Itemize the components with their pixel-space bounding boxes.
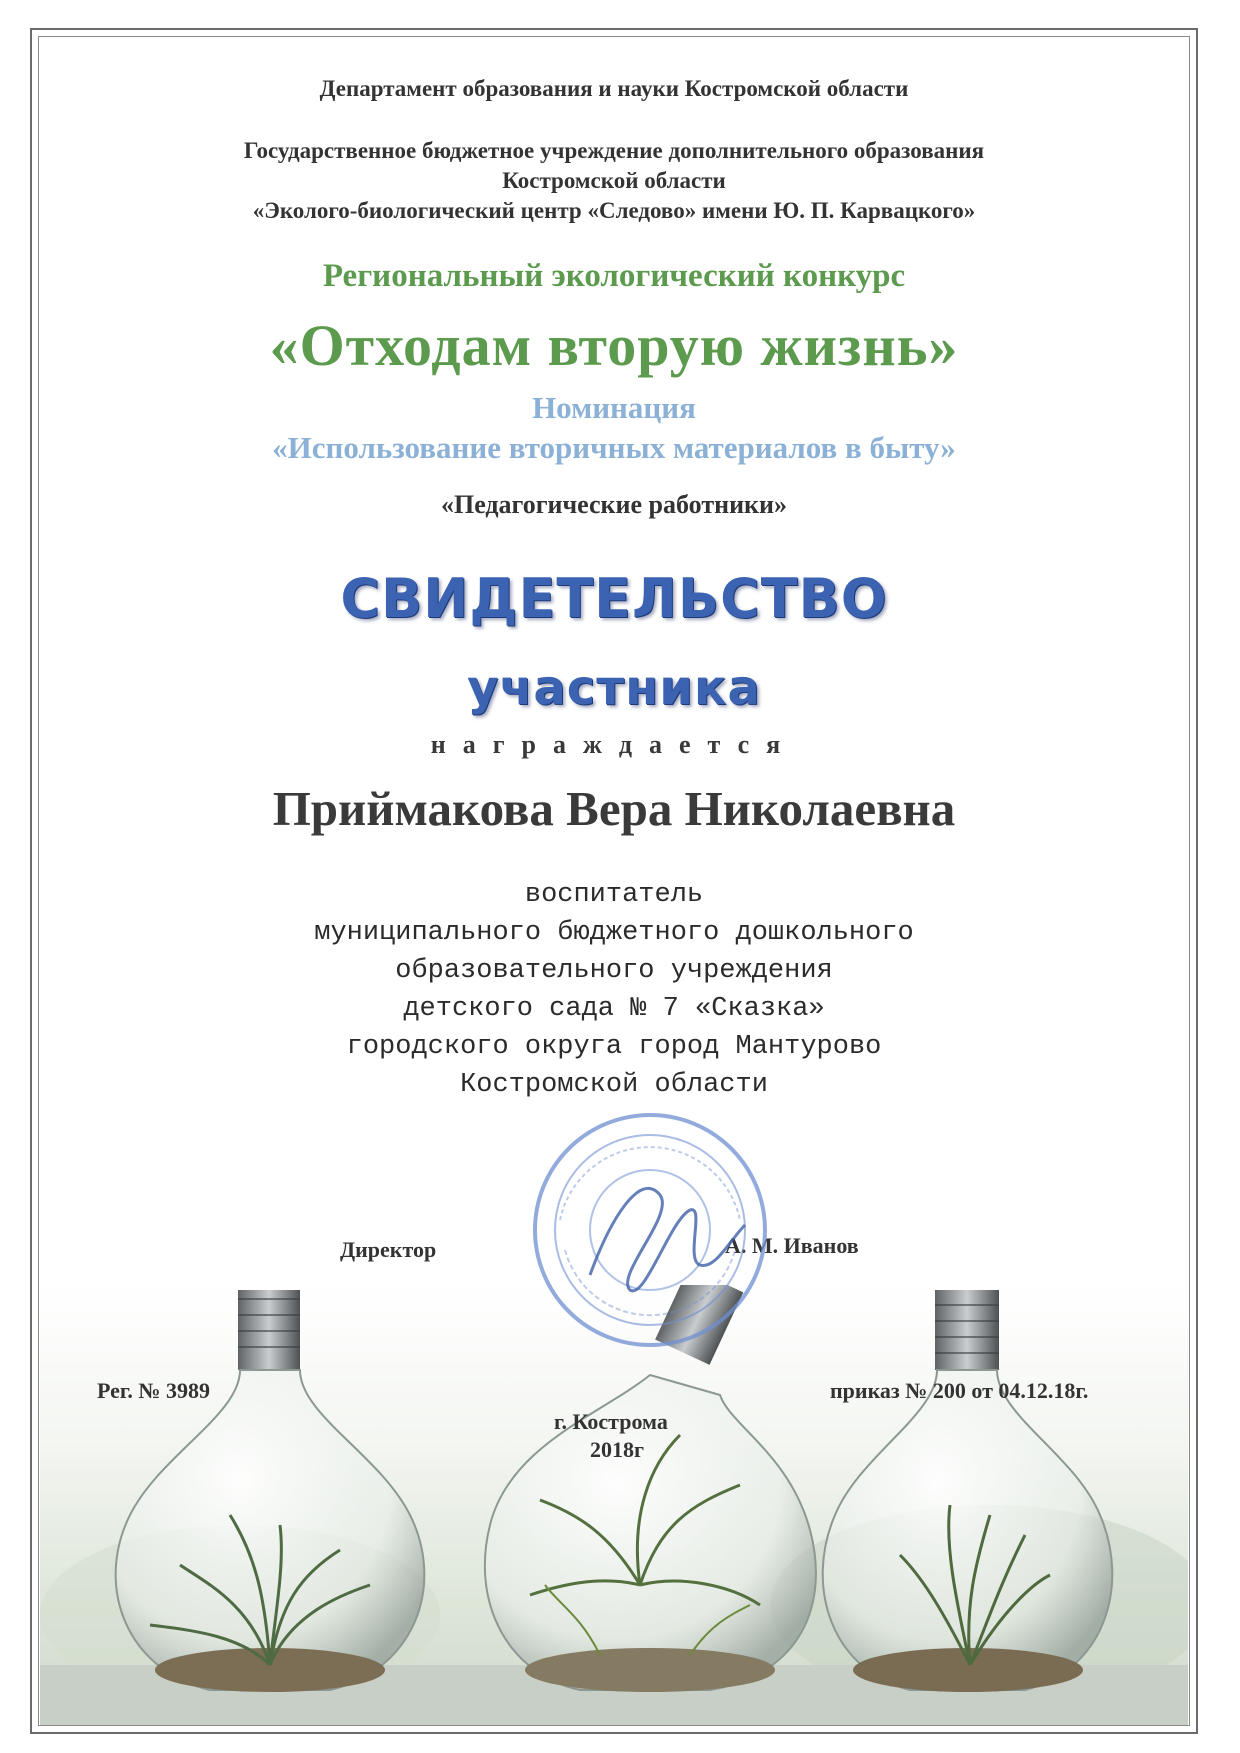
signature-scribble <box>590 1188 745 1290</box>
position-line-1: воспитатель <box>524 880 704 910</box>
awarded-label: награждается <box>430 730 798 759</box>
issue-year: 2018г <box>590 1437 644 1462</box>
organization-line-1: Государственное бюджетное учреждение дополнительного образования <box>243 138 985 163</box>
order-reference: приказ № 200 от 04.12.18г. <box>830 1378 1089 1403</box>
signature-role: Директор <box>340 1237 437 1262</box>
position-line-4: детского сада № 7 «Сказка» <box>403 994 825 1024</box>
nomination-title: «Использование вторичных материалов в быту» <box>272 430 956 465</box>
official-stamp <box>520 1100 780 1360</box>
recipient-name: Приймакова Вера Николаевна <box>272 781 956 836</box>
position-line-2: муниципального бюджетного дошкольного <box>314 918 914 948</box>
nomination-label: Номинация <box>532 390 696 425</box>
organization-line-3: «Эколого-биологический центр «Следово» имени Ю. П. Карвацкого» <box>252 198 976 223</box>
certificate-title: СВИДЕТЕЛЬСТВО <box>340 567 888 630</box>
department-name: Департамент образования и науки Костромской области <box>319 76 909 101</box>
organization-line-2: Костромской области <box>502 168 726 193</box>
issue-city: г. Кострома <box>554 1409 668 1434</box>
certificate-subtitle: участника <box>467 660 761 716</box>
contest-subtitle: Региональный экологический конкурс <box>322 258 906 294</box>
position-line-6: Костромской области <box>460 1070 768 1100</box>
contest-title: «Отходам вторую жизнь» <box>269 313 959 378</box>
position-line-5: городского округа город Мантурово <box>346 1032 882 1062</box>
signature-name: А. М. Иванов <box>725 1233 859 1258</box>
position-line-3: образовательного учреждения <box>395 956 833 986</box>
category: «Педагогические работники» <box>440 490 788 519</box>
registration-number: Рег. № 3989 <box>97 1378 211 1403</box>
